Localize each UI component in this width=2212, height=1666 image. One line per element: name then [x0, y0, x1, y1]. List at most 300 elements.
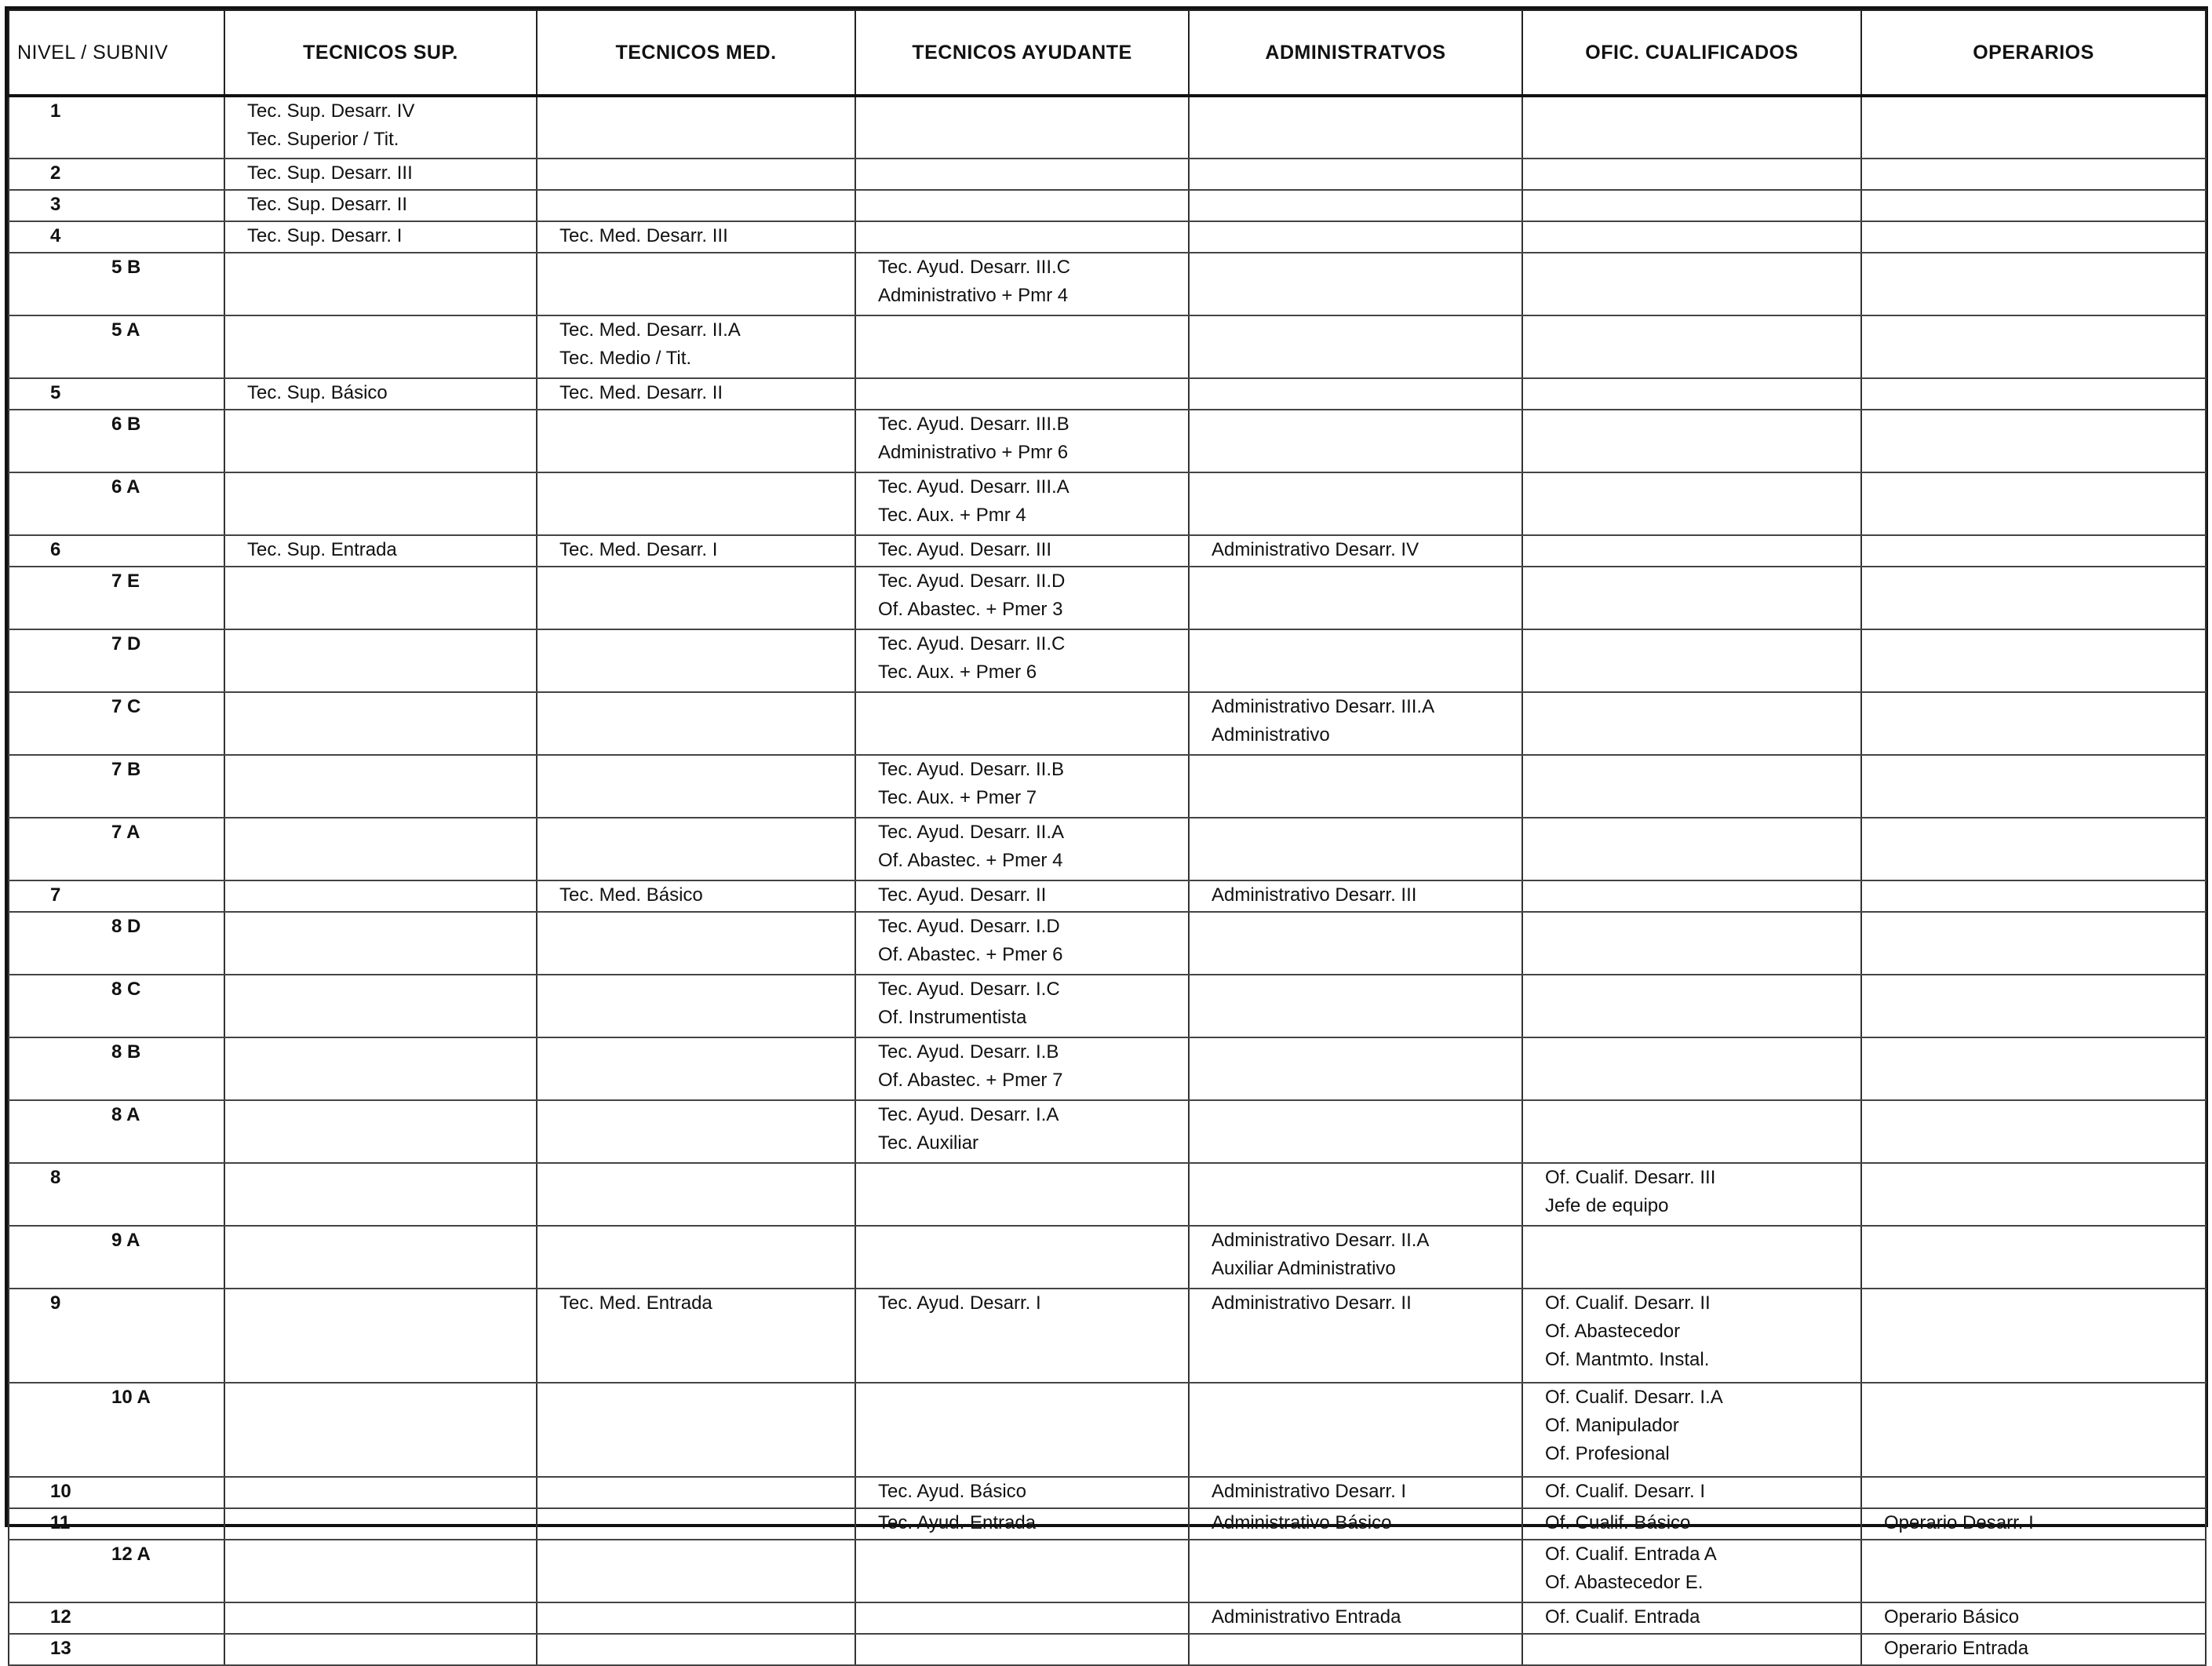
header-tecnicos-sup: TECNICOS SUP. [224, 10, 537, 96]
cell-tecnicos-med [537, 472, 855, 535]
job-title: Tec. Ayud. Desarr. II.A [878, 822, 1064, 843]
table-row [9, 692, 2206, 755]
header-operarios: OPERARIOS [1861, 10, 2206, 96]
cell-ofic-cualificados [1522, 1602, 1861, 1634]
level-cell: 6 [9, 535, 224, 567]
cell-administrativos [1189, 629, 1522, 692]
table-body [9, 96, 2206, 1665]
job-title: Tec. Ayud. Entrada [878, 1512, 1037, 1533]
level-cell: 7 A [9, 818, 224, 880]
job-title: Operario Básico [1884, 1606, 2020, 1628]
level-cell: 9 A [9, 1226, 224, 1289]
job-title: Of. Abastec. + Pmer 7 [878, 1070, 1063, 1091]
cell-tecnicos-med [537, 692, 855, 755]
level-cell: 7 E [9, 567, 224, 629]
cell-ofic-cualificados [1522, 410, 1861, 472]
cell-tecnicos-med [537, 1163, 855, 1226]
cell-operarios [1861, 190, 2206, 221]
cell-ofic-cualificados [1522, 315, 1861, 378]
cell-operarios [1861, 567, 2206, 629]
cell-tecnicos-med [537, 159, 855, 190]
cell-ofic-cualificados [1522, 1037, 1861, 1100]
cell-tecnicos-ayudante [855, 1100, 1189, 1163]
job-title: Tec. Sup. Desarr. II [247, 194, 408, 215]
table-row [9, 378, 2206, 410]
cell-tecnicos-ayudante [855, 472, 1189, 535]
cell-tecnicos-ayudante [855, 1477, 1189, 1508]
job-title: Administrativo Básico [1212, 1512, 1392, 1533]
table-row [9, 755, 2206, 818]
cell-administrativos [1189, 472, 1522, 535]
cell-tecnicos-sup [224, 1037, 537, 1100]
cell-tecnicos-sup [224, 1163, 537, 1226]
cell-tecnicos-med [537, 253, 855, 315]
cell-tecnicos-sup [224, 96, 537, 159]
table-row [9, 1508, 2206, 1540]
cell-operarios [1861, 1037, 2206, 1100]
header-row [9, 10, 2206, 96]
cell-ofic-cualificados [1522, 1100, 1861, 1163]
job-title: Tec. Ayud. Desarr. I.A [878, 1104, 1059, 1125]
cell-administrativos [1189, 755, 1522, 818]
cell-tecnicos-sup [224, 1634, 537, 1665]
cell-ofic-cualificados [1522, 818, 1861, 880]
job-level-table [8, 9, 2207, 1666]
job-title: Administrativo Desarr. III [1212, 884, 1417, 906]
cell-tecnicos-sup [224, 1289, 537, 1383]
job-title: Tec. Ayud. Desarr. II.C [878, 633, 1066, 654]
cell-tecnicos-sup [224, 567, 537, 629]
cell-tecnicos-med [537, 221, 855, 253]
cell-tecnicos-ayudante [855, 755, 1189, 818]
cell-operarios [1861, 755, 2206, 818]
level-cell: 12 A [9, 1540, 224, 1602]
cell-operarios [1861, 692, 2206, 755]
header-tecnicos-ayudante: TECNICOS AYUDANTE [855, 10, 1189, 96]
level-cell: 7 B [9, 755, 224, 818]
cell-operarios [1861, 378, 2206, 410]
cell-tecnicos-ayudante [855, 378, 1189, 410]
level-cell: 6 B [9, 410, 224, 472]
cell-administrativos [1189, 315, 1522, 378]
level-cell: 7 [9, 880, 224, 912]
cell-administrativos [1189, 159, 1522, 190]
job-title: Of. Abastec. + Pmer 6 [878, 944, 1063, 965]
job-title: Of. Profesional [1545, 1443, 1670, 1464]
job-title: Tec. Ayud. Desarr. II.D [878, 571, 1066, 592]
cell-tecnicos-sup [224, 1226, 537, 1289]
cell-administrativos [1189, 1634, 1522, 1665]
job-title: Tec. Ayud. Desarr. III.C [878, 257, 1070, 278]
cell-administrativos [1189, 190, 1522, 221]
table-row [9, 1289, 2206, 1383]
cell-tecnicos-med [537, 1602, 855, 1634]
table-row [9, 190, 2206, 221]
job-title: Of. Cualif. Desarr. I.A [1545, 1387, 1723, 1408]
level-cell: 5 A [9, 315, 224, 378]
cell-tecnicos-sup [224, 378, 537, 410]
table-row [9, 315, 2206, 378]
cell-operarios [1861, 1100, 2206, 1163]
cell-tecnicos-med [537, 818, 855, 880]
cell-administrativos [1189, 1289, 1522, 1383]
cell-tecnicos-sup [224, 818, 537, 880]
job-title: Of. Abastec. + Pmer 4 [878, 850, 1063, 871]
cell-ofic-cualificados [1522, 253, 1861, 315]
cell-operarios [1861, 96, 2206, 159]
cell-operarios [1861, 1289, 2206, 1383]
job-title: Administrativo + Pmr 6 [878, 442, 1069, 463]
level-cell: 8 B [9, 1037, 224, 1100]
level-cell: 1 [9, 96, 224, 159]
table-row [9, 1634, 2206, 1665]
table-row [9, 1540, 2206, 1602]
job-title: Tec. Sup. Desarr. III [247, 162, 413, 184]
cell-tecnicos-sup [224, 1540, 537, 1602]
table-row [9, 629, 2206, 692]
cell-tecnicos-sup [224, 1477, 537, 1508]
table-row [9, 1100, 2206, 1163]
header-nivel: NIVEL / SUBNIV [9, 10, 224, 96]
cell-ofic-cualificados [1522, 535, 1861, 567]
table-row [9, 1383, 2206, 1477]
cell-tecnicos-sup [224, 692, 537, 755]
cell-tecnicos-ayudante [855, 692, 1189, 755]
cell-administrativos [1189, 1602, 1522, 1634]
cell-tecnicos-med [537, 1037, 855, 1100]
cell-operarios [1861, 1508, 2206, 1540]
cell-ofic-cualificados [1522, 975, 1861, 1037]
cell-ofic-cualificados [1522, 692, 1861, 755]
cell-tecnicos-ayudante [855, 567, 1189, 629]
job-title: Administrativo Desarr. II.A [1212, 1230, 1430, 1251]
job-title: Tec. Ayud. Desarr. I [878, 1292, 1041, 1314]
cell-tecnicos-sup [224, 1602, 537, 1634]
table-row [9, 96, 2206, 159]
cell-tecnicos-med [537, 535, 855, 567]
level-cell: 9 [9, 1289, 224, 1383]
job-title: Tec. Med. Entrada [559, 1292, 712, 1314]
job-title: Tec. Med. Desarr. II.A [559, 319, 741, 341]
cell-tecnicos-sup [224, 410, 537, 472]
cell-tecnicos-ayudante [855, 190, 1189, 221]
cell-tecnicos-ayudante [855, 1037, 1189, 1100]
job-title: Of. Instrumentista [878, 1007, 1027, 1028]
cell-operarios [1861, 1226, 2206, 1289]
cell-ofic-cualificados [1522, 1226, 1861, 1289]
job-title: Of. Manipulador [1545, 1415, 1679, 1436]
job-title: Administrativo + Pmr 4 [878, 285, 1069, 306]
cell-ofic-cualificados [1522, 1540, 1861, 1602]
table-row [9, 1226, 2206, 1289]
cell-tecnicos-ayudante [855, 315, 1189, 378]
cell-tecnicos-med [537, 755, 855, 818]
cell-tecnicos-ayudante [855, 629, 1189, 692]
job-title: Auxiliar Administrativo [1212, 1258, 1396, 1279]
job-title: Tec. Med. Básico [559, 884, 703, 906]
cell-administrativos [1189, 1383, 1522, 1477]
table-row [9, 221, 2206, 253]
table-row [9, 253, 2206, 315]
table-row [9, 1477, 2206, 1508]
cell-tecnicos-sup [224, 975, 537, 1037]
job-title: Of. Cualif. Entrada [1545, 1606, 1700, 1628]
job-title: Tec. Ayud. Desarr. II.B [878, 759, 1064, 780]
cell-tecnicos-ayudante [855, 912, 1189, 975]
cell-ofic-cualificados [1522, 880, 1861, 912]
level-cell: 10 A [9, 1383, 224, 1477]
cell-ofic-cualificados [1522, 1383, 1861, 1477]
cell-ofic-cualificados [1522, 1289, 1861, 1383]
cell-tecnicos-med [537, 629, 855, 692]
cell-tecnicos-sup [224, 253, 537, 315]
job-title: Tec. Sup. Desarr. IV [247, 100, 415, 122]
cell-ofic-cualificados [1522, 755, 1861, 818]
cell-tecnicos-sup [224, 629, 537, 692]
classification-table-sheet [5, 6, 2208, 1659]
level-cell: 8 [9, 1163, 224, 1226]
cell-tecnicos-med [537, 1289, 855, 1383]
table-row [9, 912, 2206, 975]
cell-tecnicos-ayudante [855, 535, 1189, 567]
cell-tecnicos-sup [224, 315, 537, 378]
job-title: Tec. Sup. Básico [247, 382, 388, 403]
job-title: Tec. Aux. + Pmer 6 [878, 662, 1037, 683]
cell-tecnicos-ayudante [855, 880, 1189, 912]
job-title: Administrativo Desarr. I [1212, 1481, 1407, 1502]
job-title: Tec. Med. Desarr. II [559, 382, 723, 403]
cell-tecnicos-ayudante [855, 1383, 1189, 1477]
cell-operarios [1861, 912, 2206, 975]
level-cell: 8 A [9, 1100, 224, 1163]
cell-operarios [1861, 1163, 2206, 1226]
cell-tecnicos-ayudante [855, 253, 1189, 315]
cell-ofic-cualificados [1522, 1508, 1861, 1540]
cell-tecnicos-med [537, 190, 855, 221]
cell-tecnicos-sup [224, 755, 537, 818]
job-title: Tec. Ayud. Desarr. II [878, 884, 1047, 906]
job-title: Administrativo Desarr. III.A [1212, 696, 1435, 717]
table-row [9, 880, 2206, 912]
job-title: Tec. Sup. Entrada [247, 539, 397, 560]
cell-administrativos [1189, 410, 1522, 472]
cell-ofic-cualificados [1522, 159, 1861, 190]
job-title: Administrativo Entrada [1212, 1606, 1401, 1628]
cell-tecnicos-sup [224, 1100, 537, 1163]
cell-operarios [1861, 818, 2206, 880]
table-row [9, 1602, 2206, 1634]
cell-tecnicos-med [537, 378, 855, 410]
cell-administrativos [1189, 912, 1522, 975]
cell-tecnicos-med [537, 1383, 855, 1477]
cell-tecnicos-med [537, 912, 855, 975]
cell-tecnicos-med [537, 410, 855, 472]
level-cell: 2 [9, 159, 224, 190]
level-cell: 3 [9, 190, 224, 221]
cell-administrativos [1189, 692, 1522, 755]
header-tecnicos-med: TECNICOS MED. [537, 10, 855, 96]
job-title: Tec. Sup. Desarr. I [247, 225, 403, 246]
cell-administrativos [1189, 1226, 1522, 1289]
job-title: Of. Cualif. Desarr. I [1545, 1481, 1706, 1502]
cell-tecnicos-med [537, 567, 855, 629]
cell-ofic-cualificados [1522, 378, 1861, 410]
table-row [9, 1163, 2206, 1226]
job-title: Tec. Ayud. Básico [878, 1481, 1026, 1502]
cell-operarios [1861, 221, 2206, 253]
cell-operarios [1861, 880, 2206, 912]
table-row [9, 535, 2206, 567]
header-ofic-cualificados: OFIC. CUALIFICADOS [1522, 10, 1861, 96]
level-cell: 13 [9, 1634, 224, 1665]
job-title: Tec. Ayud. Desarr. III [878, 539, 1051, 560]
cell-tecnicos-ayudante [855, 818, 1189, 880]
cell-administrativos [1189, 1100, 1522, 1163]
cell-tecnicos-med [537, 1508, 855, 1540]
job-title: Of. Cualif. Básico [1545, 1512, 1691, 1533]
cell-tecnicos-ayudante [855, 1634, 1189, 1665]
level-cell: 5 [9, 378, 224, 410]
job-title: Of. Abastec. + Pmer 3 [878, 599, 1063, 620]
level-cell: 6 A [9, 472, 224, 535]
cell-administrativos [1189, 880, 1522, 912]
job-title: Tec. Aux. + Pmr 4 [878, 505, 1026, 526]
cell-administrativos [1189, 96, 1522, 159]
level-cell: 7 D [9, 629, 224, 692]
job-title: Operario Desarr. I [1884, 1512, 2034, 1533]
job-title: Tec. Ayud. Desarr. I.B [878, 1041, 1059, 1063]
table-row [9, 410, 2206, 472]
cell-administrativos [1189, 221, 1522, 253]
cell-administrativos [1189, 1037, 1522, 1100]
cell-administrativos [1189, 253, 1522, 315]
job-title: Tec. Auxiliar [878, 1132, 979, 1154]
job-title: Tec. Ayud. Desarr. I.D [878, 916, 1060, 937]
cell-tecnicos-ayudante [855, 1226, 1189, 1289]
job-title: Jefe de equipo [1545, 1195, 1669, 1216]
cell-operarios [1861, 253, 2206, 315]
cell-tecnicos-med [537, 975, 855, 1037]
cell-administrativos [1189, 1477, 1522, 1508]
cell-ofic-cualificados [1522, 629, 1861, 692]
level-cell: 11 [9, 1508, 224, 1540]
cell-tecnicos-sup [224, 221, 537, 253]
job-title: Of. Abastecedor E. [1545, 1572, 1704, 1593]
cell-administrativos [1189, 975, 1522, 1037]
cell-tecnicos-med [537, 1540, 855, 1602]
job-title: Tec. Aux. + Pmer 7 [878, 787, 1037, 808]
job-title: Administrativo [1212, 724, 1330, 746]
job-title: Of. Abastecedor [1545, 1321, 1681, 1342]
cell-tecnicos-ayudante [855, 159, 1189, 190]
cell-ofic-cualificados [1522, 1163, 1861, 1226]
job-title: Of. Cualif. Desarr. III [1545, 1167, 1716, 1188]
cell-administrativos [1189, 1163, 1522, 1226]
cell-tecnicos-med [537, 1634, 855, 1665]
cell-operarios [1861, 535, 2206, 567]
cell-operarios [1861, 629, 2206, 692]
cell-tecnicos-sup [224, 472, 537, 535]
cell-tecnicos-sup [224, 880, 537, 912]
level-cell: 8 D [9, 912, 224, 975]
job-title: Administrativo Desarr. IV [1212, 539, 1419, 560]
cell-operarios [1861, 1540, 2206, 1602]
cell-administrativos [1189, 535, 1522, 567]
cell-tecnicos-med [537, 315, 855, 378]
cell-operarios [1861, 1477, 2206, 1508]
cell-administrativos [1189, 1540, 1522, 1602]
job-title: Of. Mantmto. Instal. [1545, 1349, 1710, 1370]
cell-operarios [1861, 1634, 2206, 1665]
cell-operarios [1861, 472, 2206, 535]
table-row [9, 818, 2206, 880]
cell-tecnicos-ayudante [855, 1163, 1189, 1226]
table-row [9, 975, 2206, 1037]
job-title: Administrativo Desarr. II [1212, 1292, 1412, 1314]
level-cell: 4 [9, 221, 224, 253]
cell-tecnicos-sup [224, 535, 537, 567]
cell-tecnicos-sup [224, 159, 537, 190]
cell-ofic-cualificados [1522, 567, 1861, 629]
cell-tecnicos-sup [224, 1383, 537, 1477]
cell-ofic-cualificados [1522, 1477, 1861, 1508]
job-title: Tec. Medio / Tit. [559, 348, 692, 369]
table-row [9, 1037, 2206, 1100]
cell-ofic-cualificados [1522, 96, 1861, 159]
job-title: Tec. Med. Desarr. I [559, 539, 718, 560]
cell-tecnicos-ayudante [855, 975, 1189, 1037]
job-title: Of. Cualif. Entrada A [1545, 1544, 1717, 1565]
cell-administrativos [1189, 378, 1522, 410]
job-title: Tec. Ayud. Desarr. I.C [878, 979, 1060, 1000]
job-title: Of. Cualif. Desarr. II [1545, 1292, 1711, 1314]
table-row [9, 567, 2206, 629]
level-cell: 10 [9, 1477, 224, 1508]
cell-administrativos [1189, 1508, 1522, 1540]
level-cell: 8 C [9, 975, 224, 1037]
table-row [9, 159, 2206, 190]
cell-operarios [1861, 315, 2206, 378]
cell-operarios [1861, 1383, 2206, 1477]
cell-operarios [1861, 975, 2206, 1037]
cell-administrativos [1189, 567, 1522, 629]
cell-ofic-cualificados [1522, 1634, 1861, 1665]
cell-tecnicos-ayudante [855, 1508, 1189, 1540]
job-title: Tec. Superior / Tit. [247, 129, 399, 150]
table-row [9, 472, 2206, 535]
level-cell: 7 C [9, 692, 224, 755]
cell-operarios [1861, 1602, 2206, 1634]
level-cell: 5 B [9, 253, 224, 315]
cell-tecnicos-sup [224, 912, 537, 975]
cell-ofic-cualificados [1522, 912, 1861, 975]
cell-tecnicos-sup [224, 1508, 537, 1540]
cell-operarios [1861, 410, 2206, 472]
cell-tecnicos-med [537, 1100, 855, 1163]
level-cell: 12 [9, 1602, 224, 1634]
cell-tecnicos-med [537, 880, 855, 912]
cell-operarios [1861, 159, 2206, 190]
cell-tecnicos-sup [224, 190, 537, 221]
cell-ofic-cualificados [1522, 221, 1861, 253]
cell-tecnicos-med [537, 1226, 855, 1289]
header-administrativos: ADMINISTRATVOS [1189, 10, 1522, 96]
cell-tecnicos-ayudante [855, 1602, 1189, 1634]
cell-tecnicos-med [537, 96, 855, 159]
cell-tecnicos-ayudante [855, 1289, 1189, 1383]
cell-tecnicos-ayudante [855, 410, 1189, 472]
cell-tecnicos-ayudante [855, 1540, 1189, 1602]
